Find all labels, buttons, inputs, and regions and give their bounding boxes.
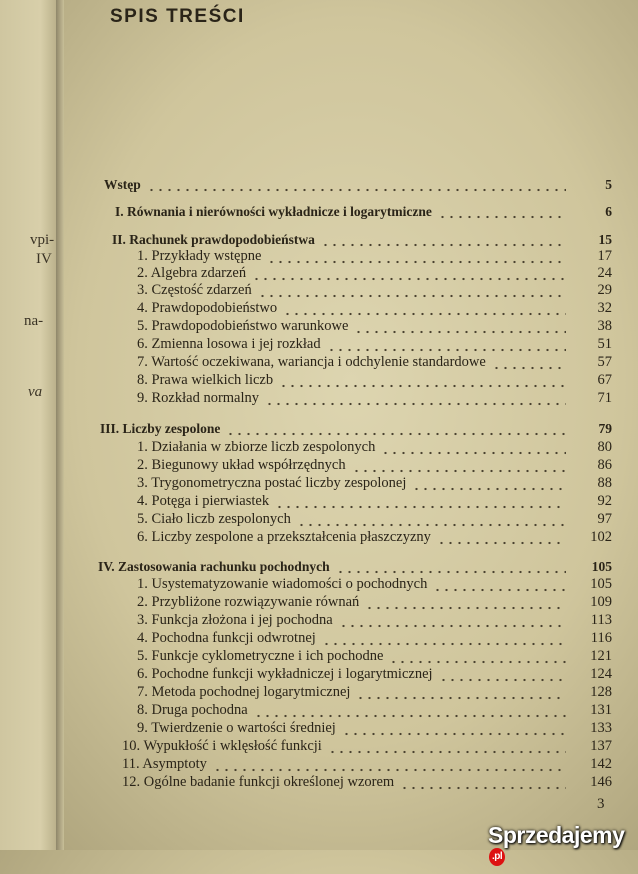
toc-entry-title: 9. Twierdzenie o wartości średniej — [137, 720, 336, 736]
toc-entry-page: 67 — [597, 372, 612, 388]
dot-leader — [352, 457, 566, 474]
dot-leader — [321, 231, 566, 248]
dot-leader — [275, 493, 566, 510]
toc-entry-page: 88 — [597, 475, 612, 491]
toc-entry-title: I. Równania i nierówności wykładnicze i logarytmiczne — [115, 204, 432, 219]
toc-chapter-row — [0, 231, 638, 248]
page-title: SPIS TREŚCI — [110, 6, 245, 27]
toc-entry-title: 5. Funkcje cyklometryczne i ich pochodne — [137, 648, 384, 664]
dot-leader — [342, 720, 566, 737]
toc-section-row — [0, 576, 638, 593]
toc-entry-title: 3. Trygonometryczna postać liczby zespolonej — [137, 475, 407, 491]
toc-section-row — [0, 282, 638, 299]
toc-section-row — [0, 248, 638, 265]
toc-section-row — [0, 738, 638, 755]
toc-entry-title: 4. Prawdopodobieństwo — [137, 300, 278, 316]
toc-entry-page: 133 — [590, 720, 612, 736]
dot-leader — [365, 594, 566, 611]
toc-entry-page: 80 — [597, 439, 612, 455]
toc-entry-title: 9. Rozkład normalny — [137, 390, 260, 406]
toc-section-row — [0, 511, 638, 528]
toc-entry-title: 3. Funkcja złożona i jej pochodna — [137, 612, 333, 628]
toc-chapter-row — [0, 176, 638, 193]
toc-entry-page: 124 — [590, 666, 612, 682]
toc-entry-page: 29 — [597, 282, 612, 298]
toc-entry-title: 6. Pochodne funkcji wykładniczej i logarytmicznej — [137, 666, 433, 682]
toc-entry-page: 15 — [598, 232, 612, 247]
toc-entry-title: 8. Druga pochodna — [137, 702, 248, 718]
toc-section-row — [0, 354, 638, 371]
toc-entry-page: 102 — [590, 529, 612, 545]
dot-leader — [279, 372, 566, 389]
dot-leader — [267, 248, 566, 265]
dot-leader — [354, 318, 566, 335]
dot-leader — [328, 738, 566, 755]
toc-section-row — [0, 318, 638, 335]
toc-section-row — [0, 265, 638, 282]
toc-section-row — [0, 702, 638, 719]
dot-leader — [412, 475, 566, 492]
toc-entry-title: 12. Ogólne badanie funkcji określonej wzorem — [122, 774, 395, 790]
toc-entry-title: 7. Wartość oczekiwana, wariancja i odchylenie standardowe — [137, 354, 486, 370]
toc-entry-page: 131 — [590, 702, 612, 718]
toc-entry-page: 6 — [605, 204, 612, 219]
toc-entry-page: 92 — [597, 493, 612, 509]
left-page-fragment: vpi- — [30, 232, 55, 248]
toc-section-row — [0, 529, 638, 546]
dot-leader — [339, 612, 566, 629]
dot-leader — [336, 558, 566, 575]
toc-chapter-row — [0, 203, 638, 220]
toc-entry-title: 3. Częstość zdarzeń — [137, 282, 252, 298]
toc-entry-title: 11. Asymptoty — [122, 756, 207, 772]
dot-leader — [438, 203, 566, 220]
toc-entry-title: Wstęp — [104, 177, 141, 192]
toc-entry-page: 38 — [597, 318, 612, 334]
toc-entry-page: 79 — [598, 421, 612, 436]
toc-entry-title: 2. Przybliżone rozwiązywanie równań — [137, 594, 360, 610]
watermark-logo — [488, 822, 638, 874]
toc-entry-title: 6. Zmienna losowa i jej rozkład — [137, 336, 321, 352]
toc-section-row — [0, 756, 638, 773]
toc-entry-page: 86 — [597, 457, 612, 473]
left-page-fragment: va — [28, 384, 43, 400]
toc-section-row — [0, 720, 638, 737]
dot-leader — [389, 648, 566, 665]
toc-entry-title: 4. Pochodna funkcji odwrotnej — [137, 630, 316, 646]
toc-entry-page: 116 — [590, 630, 612, 646]
toc-entry-page: 71 — [597, 390, 612, 406]
toc-entry-title: 7. Metoda pochodnej logarytmicznej — [137, 684, 351, 700]
toc-section-row — [0, 300, 638, 317]
dot-leader — [381, 439, 566, 456]
toc-entry-title: 1. Przykłady wstępne — [137, 248, 262, 264]
toc-chapter-row — [0, 558, 638, 575]
toc-entry-page: 97 — [597, 511, 612, 527]
dot-leader — [433, 576, 566, 593]
toc-section-row — [0, 648, 638, 665]
toc-entry-title: 2. Algebra zdarzeń — [137, 265, 247, 281]
toc-section-row — [0, 612, 638, 629]
toc-entry-title: 4. Potęga i pierwiastek — [137, 493, 270, 509]
toc-entry-page: 137 — [590, 738, 612, 754]
toc-entry-title: 2. Biegunowy układ współrzędnych — [137, 457, 346, 473]
dot-leader — [297, 511, 566, 528]
toc-entry-page: 109 — [590, 594, 612, 610]
toc-section-row — [0, 684, 638, 701]
toc-entry-title: 1. Działania w zbiorze liczb zespolonych — [137, 439, 376, 455]
toc-entry-title: 10. Wypukłość i wklęsłość funkcji — [122, 738, 322, 754]
toc-entry-title: 5. Prawdopodobieństwo warunkowe — [137, 318, 349, 334]
dot-leader — [265, 390, 566, 407]
toc-section-row — [0, 594, 638, 611]
watermark-suffix: .pl — [489, 848, 505, 866]
dot-leader — [213, 756, 566, 773]
dot-leader — [283, 300, 566, 317]
toc-entry-page: 121 — [590, 648, 612, 664]
toc-section-row — [0, 774, 638, 791]
toc-entry-page: 5 — [605, 177, 612, 192]
toc-entry-page: 105 — [590, 576, 612, 592]
toc-entry-page: 113 — [590, 612, 612, 628]
toc-entry-title: III. Liczby zespolone — [100, 421, 221, 436]
toc-section-row — [0, 439, 638, 456]
toc-entry-page: 17 — [597, 248, 612, 264]
dot-leader — [322, 630, 566, 647]
toc-entry-title: 8. Prawa wielkich liczb — [137, 372, 274, 388]
dot-leader — [258, 282, 566, 299]
toc-entry-page: 105 — [591, 559, 612, 574]
toc-section-row — [0, 390, 638, 407]
toc-section-row — [0, 336, 638, 353]
dot-leader — [327, 336, 566, 353]
toc-entry-page: 24 — [597, 265, 612, 281]
toc-entry-title: IV. Zastosowania rachunku pochodnych — [98, 559, 330, 574]
dot-leader — [437, 529, 566, 546]
dot-leader — [252, 265, 566, 282]
toc-entry-page: 32 — [597, 300, 612, 316]
dot-leader — [147, 176, 566, 193]
left-page-fragment: na- — [24, 313, 44, 329]
page-number: 3 — [597, 796, 605, 812]
dot-leader — [356, 684, 566, 701]
toc-entry-title: 5. Ciało liczb zespolonych — [137, 511, 291, 527]
toc-entry-title: 1. Usystematyzowanie wiadomości o pochodnych — [137, 576, 428, 592]
toc-section-row — [0, 493, 638, 510]
dot-leader — [439, 666, 566, 683]
dot-leader — [492, 354, 566, 371]
toc-entry-title: 6. Liczby zespolone a przekształcenia płaszczyzny — [137, 529, 431, 545]
toc-entry-page: 142 — [590, 756, 612, 772]
watermark-text: Sprzedajemy — [488, 822, 625, 848]
toc-entry-page: 146 — [590, 774, 612, 790]
toc-section-row — [0, 457, 638, 474]
toc-section-row — [0, 666, 638, 683]
toc-entry-page: 57 — [597, 354, 612, 370]
dot-leader — [226, 420, 566, 437]
toc-section-row — [0, 475, 638, 492]
left-page-fragment: IV — [36, 251, 52, 267]
dot-leader — [254, 702, 566, 719]
toc-section-row — [0, 372, 638, 389]
toc-section-row — [0, 630, 638, 647]
toc-entry-page: 128 — [590, 684, 612, 700]
toc-entry-title: II. Rachunek prawdopodobieństwa — [112, 232, 315, 247]
dot-leader — [400, 774, 566, 791]
toc-chapter-row — [0, 420, 638, 437]
toc-entry-page: 51 — [597, 336, 612, 352]
